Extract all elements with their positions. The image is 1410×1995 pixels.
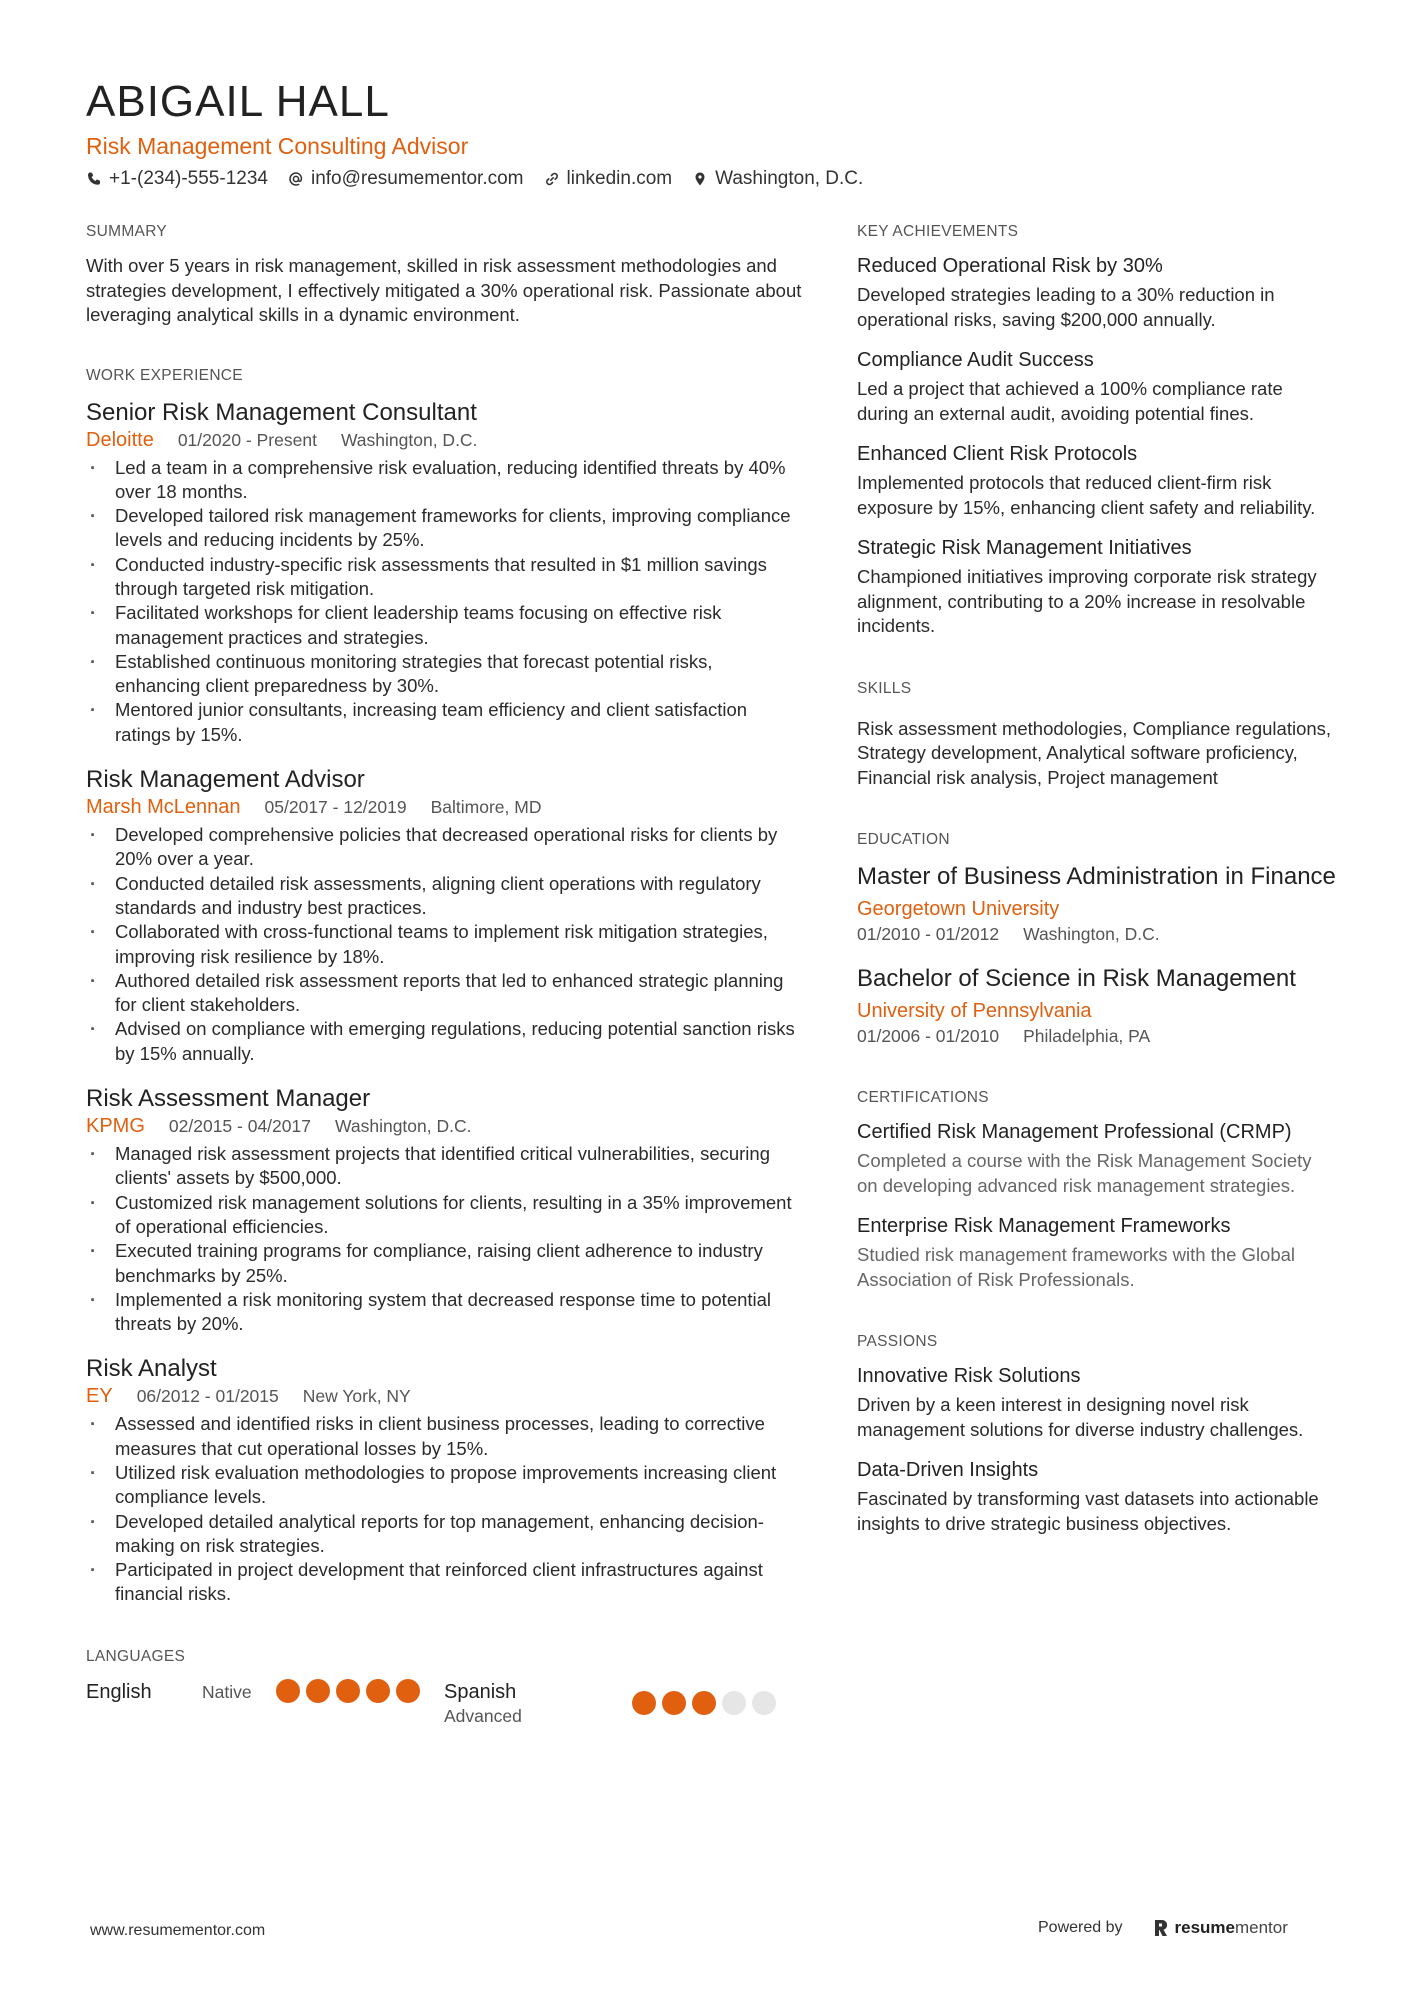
phone-icon <box>86 171 102 187</box>
rating-dot-filled <box>396 1679 420 1703</box>
language-english <box>86 1679 444 1727</box>
summary-section <box>86 222 802 328</box>
job-entry <box>86 765 802 1066</box>
achievement-text: Championed initiatives improving corporate risk strategy alignment, contributing to a 20% increase in resolvable incidents. <box>857 566 1317 636</box>
email-text: info@resumementor.com <box>310 168 524 189</box>
achievement-item <box>857 346 1337 426</box>
language-name: English <box>86 1680 152 1703</box>
achievement-text: Led a project that achieved a 100% compliance rate during an external audit, avoiding potential fines. <box>857 378 1283 424</box>
achievement-text: Developed strategies leading to a 30% reduction in operational risks, saving $200,000 annually. <box>857 284 1275 330</box>
education-item <box>857 964 1337 1048</box>
bullet-item: · Advised on compliance with emerging regulations, reducing potential sanction risks by 15% annually. <box>86 1017 802 1066</box>
achievement-text: Implemented protocols that reduced client-firm risk exposure by 15%, enhancing client safety and reliability. <box>857 472 1316 518</box>
job-dates: 02/2015 - 04/2017 <box>168 1116 311 1137</box>
bullet-item: · Developed comprehensive policies that decreased operational risks for clients by 20% over a year. <box>86 823 802 872</box>
job-title: Risk Analyst <box>86 1355 217 1383</box>
right-column <box>857 222 1337 1576</box>
bullet-item: · Authored detailed risk assessment reports that led to enhanced strategic planning for client stakeholders. <box>86 969 802 1018</box>
footer-website[interactable]: www.resumementor.com <box>90 1922 266 1939</box>
education-dates: 01/2010 - 01/2012 <box>857 924 1000 944</box>
achievement-title: Reduced Operational Risk by 30% <box>857 255 1163 277</box>
rating-dot-filled <box>306 1679 330 1703</box>
education-meta <box>857 922 1337 946</box>
language-level: Advanced <box>444 1705 522 1726</box>
bullet-item: · Facilitated workshops for client leadership teams focusing on effective risk management practices and strategies. <box>86 601 802 650</box>
passions-section <box>857 1332 1337 1536</box>
passion-text: Fascinated by transforming vast datasets into actionable insights to drive strategic business objectives. <box>857 1488 1319 1534</box>
language-name: Spanish <box>444 1680 517 1703</box>
language-rating <box>632 1691 776 1727</box>
education-location: Philadelphia, PA <box>1023 1026 1151 1046</box>
certification-item <box>857 1118 1337 1198</box>
school-name: University of Pennsylvania <box>857 1000 1092 1022</box>
education-meta <box>857 1024 1337 1048</box>
skills-section <box>857 679 1337 791</box>
language-list <box>86 1679 802 1727</box>
brand-wordmark <box>1175 1918 1288 1938</box>
brand-bold: resume <box>1174 1918 1235 1937</box>
candidate-role: Risk Management Consulting Advisor <box>86 133 469 159</box>
at-sign-icon <box>288 171 304 187</box>
location-text: Washington, D.C. <box>715 168 864 189</box>
job-title: Senior Risk Management Consultant <box>86 398 477 426</box>
section-title: LANGUAGES <box>86 1647 186 1665</box>
bullet-item: · Executed training programs for compliance, raising client adherence to industry benchmarks by 25%. <box>86 1239 802 1288</box>
education-item <box>857 862 1337 946</box>
job-location: New York, NY <box>302 1386 411 1407</box>
achievement-item <box>857 534 1337 639</box>
rating-dot-filled <box>692 1691 716 1715</box>
achievement-item <box>857 252 1337 332</box>
language-level: Native <box>202 1681 252 1702</box>
contact-bar <box>86 166 1336 192</box>
job-title: Risk Assessment Manager <box>86 1085 371 1113</box>
section-title: CERTIFICATIONS <box>857 1089 989 1106</box>
certifications-section <box>857 1088 1337 1292</box>
certification-item <box>857 1212 1337 1292</box>
rating-dot-empty <box>722 1691 746 1715</box>
achievement-title: Compliance Audit Success <box>857 349 1094 371</box>
bullet-item: · Managed risk assessment projects that identified critical vulnerabilities, securing clients' assets by $500,000. <box>86 1142 802 1191</box>
contact-phone[interactable] <box>86 166 268 192</box>
work-experience-section <box>86 366 802 1607</box>
linkedin-text: linkedin.com <box>566 168 673 189</box>
bullet-item: · Implemented a risk monitoring system that decreased response time to potential threats by 20%. <box>86 1288 802 1337</box>
job-location: Baltimore, MD <box>430 797 542 818</box>
language-rating <box>276 1679 420 1727</box>
languages-section <box>86 1647 802 1727</box>
job-bullets <box>86 1142 802 1336</box>
left-column <box>86 222 802 1727</box>
company-name: EY <box>86 1385 113 1408</box>
powered-by-label: Powered by <box>1038 1919 1123 1936</box>
resume-header <box>86 78 1336 192</box>
bullet-item: · Established continuous monitoring strategies that forecast potential risks, enhancing client preparedness by 30%. <box>86 650 802 699</box>
candidate-name: ABIGAIL HALL <box>86 77 390 126</box>
brand-logo[interactable] <box>1153 1918 1288 1938</box>
degree-title: Bachelor of Science in Risk Management <box>857 965 1296 992</box>
section-title: EDUCATION <box>857 831 950 848</box>
bullet-item: · Participated in project development that reinforced client infrastructures against financial risks. <box>86 1558 802 1607</box>
bullet-item: · Developed detailed analytical reports for top management, enhancing decision-making on risk strategies. <box>86 1510 802 1559</box>
job-bullets <box>86 456 802 748</box>
map-pin-icon <box>692 171 708 187</box>
certification-title: Certified Risk Management Professional (CRMP) <box>857 1121 1292 1143</box>
bullet-item: · Led a team in a comprehensive risk evaluation, reducing identified threats by 40% over 18 months. <box>86 456 802 505</box>
job-location: Washington, D.C. <box>340 429 478 450</box>
skills-text: Risk assessment methodologies, Compliance regulations, Strategy development, Analytical software proficiency, Financial risk analysis, Project management <box>857 717 1332 788</box>
section-title: KEY ACHIEVEMENTS <box>857 223 1019 240</box>
job-title: Risk Management Advisor <box>86 766 365 794</box>
summary-text: With over 5 years in risk management, skilled in risk assessment methodologies and strategies development, I effectively mitigated a 30% operational risk. Passionate about leveraging analytical skills in a dynamic environment. <box>86 255 802 325</box>
key-achievements-section <box>857 222 1337 639</box>
bullet-item: · Conducted detailed risk assessments, aligning client operations with regulatory standards and industry best practices. <box>86 872 802 921</box>
bullet-item: · Conducted industry-specific risk assessments that resulted in $1 million savings through targeted risk mitigation. <box>86 553 802 602</box>
education-location: Washington, D.C. <box>1023 924 1160 944</box>
bullet-item: · Utilized risk evaluation methodologies to propose improvements increasing client compliance levels. <box>86 1461 802 1510</box>
resumementor-logo-icon <box>1153 1919 1169 1937</box>
passion-text: Driven by a keen interest in designing novel risk management solutions for diverse industry challenges. <box>857 1394 1304 1440</box>
education-dates: 01/2006 - 01/2010 <box>857 1026 1000 1046</box>
language-label-stack <box>444 1679 632 1727</box>
achievement-title: Enhanced Client Risk Protocols <box>857 443 1138 465</box>
job-location: Washington, D.C. <box>334 1116 472 1137</box>
job-meta <box>86 428 802 452</box>
link-icon <box>544 171 560 187</box>
footer-branding <box>1038 1918 1288 1938</box>
job-dates: 06/2012 - 01/2015 <box>136 1386 279 1407</box>
degree-title: Master of Business Administration in Finance <box>857 863 1336 890</box>
section-title: SKILLS <box>857 679 912 697</box>
rating-dot-filled <box>366 1679 390 1703</box>
section-title: WORK EXPERIENCE <box>86 366 243 384</box>
passion-title: Innovative Risk Solutions <box>857 1365 1081 1387</box>
section-title: SUMMARY <box>86 223 168 240</box>
job-bullets <box>86 823 802 1066</box>
bullet-item: · Collaborated with cross-functional teams to implement risk mitigation strategies, improving risk resilience by 18%. <box>86 920 802 969</box>
bullet-item: · Developed tailored risk management frameworks for clients, improving compliance levels and reducing incidents by 25%. <box>86 504 802 553</box>
certification-text: Studied risk management frameworks with the Global Association of Risk Professionals. <box>857 1244 1296 1290</box>
job-entry <box>86 1084 802 1336</box>
bullet-item: · Customized risk management solutions for clients, resulting in a 35% improvement of operational efficiencies. <box>86 1191 802 1240</box>
rating-dot-empty <box>752 1691 776 1715</box>
achievement-item <box>857 440 1337 520</box>
job-meta <box>86 1114 802 1138</box>
certification-title: Enterprise Risk Management Frameworks <box>857 1215 1231 1237</box>
certification-text: Completed a course with the Risk Management Society on developing advanced risk management strategies. <box>857 1150 1312 1196</box>
job-entry <box>86 1354 802 1606</box>
contact-location <box>692 166 863 192</box>
passion-title: Data-Driven Insights <box>857 1459 1039 1481</box>
brand-rest: mentor <box>1234 1918 1288 1937</box>
achievement-title: Strategic Risk Management Initiatives <box>857 537 1192 559</box>
passion-item <box>857 1456 1337 1536</box>
school-name: Georgetown University <box>857 898 1060 920</box>
rating-dot-filled <box>632 1691 656 1715</box>
job-dates: 01/2020 - Present <box>177 429 317 450</box>
contact-email[interactable] <box>288 166 524 192</box>
company-name: Marsh McLennan <box>86 796 241 819</box>
job-meta <box>86 1384 802 1408</box>
language-spanish <box>444 1679 802 1727</box>
job-meta <box>86 795 802 819</box>
job-dates: 05/2017 - 12/2019 <box>264 797 407 818</box>
passion-item <box>857 1362 1337 1442</box>
bullet-item: · Assessed and identified risks in client business processes, leading to corrective measures that cut operational losses by 15%. <box>86 1412 802 1461</box>
rating-dot-filled <box>276 1679 300 1703</box>
section-title: PASSIONS <box>857 1333 938 1350</box>
rating-dot-filled <box>336 1679 360 1703</box>
bullet-item: · Mentored junior consultants, increasing team efficiency and client satisfaction ratings by 15%. <box>86 698 802 747</box>
job-bullets <box>86 1412 802 1606</box>
company-name: Deloitte <box>86 428 154 451</box>
company-name: KPMG <box>86 1115 145 1138</box>
job-entry <box>86 398 802 748</box>
contact-linkedin[interactable] <box>544 166 673 192</box>
phone-text: +1-(234)-555-1234 <box>109 168 268 189</box>
rating-dot-filled <box>662 1691 686 1715</box>
education-section <box>857 830 1337 1048</box>
